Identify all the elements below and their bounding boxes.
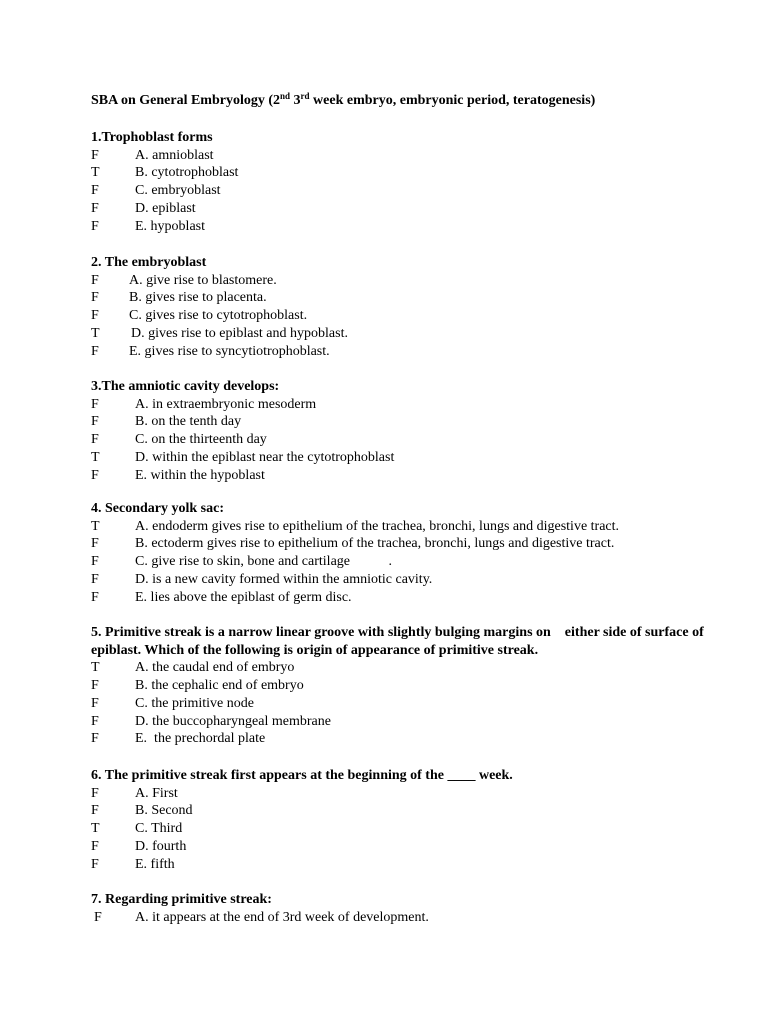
answer-mark: F [91, 396, 99, 412]
question-6 [91, 767, 708, 874]
answer-mark: F [91, 343, 99, 359]
question-3 [91, 378, 708, 485]
answer-mark: F [91, 432, 99, 448]
option-row [91, 571, 708, 589]
answer-mark: F [91, 308, 99, 324]
option-text: D. gives rise to epiblast and hypoblast. [131, 325, 348, 341]
option-row [91, 467, 708, 485]
option-text: E. hypoblast [135, 218, 205, 234]
option-row [91, 820, 708, 838]
answer-mark: F [91, 272, 99, 288]
option-text: A. First [135, 785, 178, 801]
option-row [91, 535, 708, 553]
answer-mark: F [91, 290, 99, 306]
option-text: A. give rise to blastomere. [129, 272, 277, 288]
option-row [91, 289, 708, 307]
question-4 [91, 500, 708, 607]
option-text: C. embryoblast [135, 183, 221, 199]
answer-mark: F [91, 695, 99, 711]
option-row [91, 200, 708, 218]
option-row [91, 909, 708, 927]
question-7 [91, 891, 708, 926]
option-text: E. lies above the epiblast of germ disc. [135, 589, 352, 605]
option-row [91, 589, 708, 607]
option-row [91, 325, 708, 343]
answer-mark: T [91, 660, 100, 676]
option-text: A. amnioblast [135, 147, 214, 163]
option-text: E. fifth [135, 856, 175, 872]
option-row [91, 695, 708, 713]
option-text: B. gives rise to placenta. [129, 290, 267, 306]
question-title: 3.The amniotic cavity develops: [91, 379, 280, 394]
option-row [91, 856, 708, 874]
answer-mark: T [91, 325, 100, 341]
answer-mark: F [91, 803, 99, 819]
question-title: 2. The embryoblast [91, 255, 207, 270]
option-text: A. it appears at the end of 3rd week of development. [135, 909, 429, 925]
option-row [91, 218, 708, 236]
answer-mark: F [91, 414, 99, 430]
answer-mark: F [94, 909, 102, 925]
option-row [91, 802, 708, 820]
answer-mark: F [91, 856, 99, 872]
option-row [91, 785, 708, 803]
option-text: B. Second [135, 803, 193, 819]
question-title: 4. Secondary yolk sac: [91, 501, 224, 516]
answer-mark: F [91, 183, 99, 199]
option-row [91, 343, 708, 361]
answer-mark: F [91, 785, 99, 801]
option-row [91, 182, 708, 200]
question-title: 6. The primitive streak first appears at the beginning of the ____ week. [91, 768, 513, 783]
option-text: B. ectoderm gives rise to epithelium of the trachea, bronchi, lungs and digestive tract. [135, 536, 615, 552]
answer-mark: F [91, 713, 99, 729]
option-text: E. within the hypoblast [135, 467, 265, 483]
document-title: SBA on General Embryology (2nd 3rd week embryo, embryonic period, teratogenesis) [91, 91, 596, 108]
option-text: A. the caudal end of embryo [135, 660, 295, 676]
question-5 [91, 624, 708, 748]
question-title: 5. Primitive streak is a narrow linear groove with slightly bulging margins on either side of surface of epiblast. Which of the following is origin of appearance of primitive streak. [91, 625, 708, 658]
answer-mark: F [91, 589, 99, 605]
answer-mark: F [91, 147, 99, 163]
option-text: E. gives rise to syncytiotrophoblast. [129, 343, 330, 359]
question-title: 1.Trophoblast forms [91, 130, 213, 145]
option-row [91, 713, 708, 731]
option-row [91, 677, 708, 695]
option-text: B. on the tenth day [135, 414, 242, 430]
answer-mark: T [91, 449, 100, 465]
answer-mark: F [91, 536, 99, 552]
answer-mark: F [91, 838, 99, 854]
option-text: A. endoderm gives rise to epithelium of the trachea, bronchi, lungs and digestive tract. [135, 518, 620, 534]
answer-mark: T [91, 165, 100, 181]
option-row [91, 838, 708, 856]
option-text: C. gives rise to cytotrophoblast. [129, 308, 308, 324]
option-row [91, 518, 708, 536]
option-text: C. give rise to skin, bone and cartilage . [135, 554, 392, 570]
answer-mark: F [91, 218, 99, 234]
question-title: 7. Regarding primitive streak: [91, 892, 272, 907]
option-row [91, 272, 708, 290]
option-row [91, 413, 708, 431]
option-row [91, 730, 708, 748]
answer-mark: F [91, 571, 99, 587]
option-row [91, 553, 708, 571]
option-row [91, 147, 708, 165]
option-text: C. on the thirteenth day [135, 432, 267, 448]
option-row [91, 431, 708, 449]
answer-mark: F [91, 200, 99, 216]
question-1 [91, 129, 708, 236]
option-text: E. the prechordal plate [135, 731, 266, 747]
option-text: B. the cephalic end of embryo [135, 677, 304, 693]
option-text: D. fourth [135, 838, 187, 854]
option-row [91, 307, 708, 325]
answer-mark: F [91, 677, 99, 693]
option-row [91, 449, 708, 467]
option-text: D. the buccopharyngeal membrane [135, 713, 331, 729]
option-text: D. is a new cavity formed within the amniotic cavity. [135, 571, 433, 587]
question-2 [91, 254, 708, 361]
option-text: C. the primitive node [135, 695, 254, 711]
answer-mark: T [91, 518, 100, 534]
answer-mark: T [91, 821, 100, 837]
option-text: A. in extraembryonic mesoderm [135, 396, 317, 412]
answer-mark: F [91, 731, 99, 747]
option-text: C. Third [135, 821, 183, 837]
option-text: D. epiblast [135, 200, 196, 216]
option-text: B. cytotrophoblast [135, 165, 239, 181]
option-row [91, 164, 708, 182]
option-row [91, 396, 708, 414]
answer-mark: F [91, 554, 99, 570]
option-row [91, 659, 708, 677]
option-text: D. within the epiblast near the cytotrophoblast [135, 449, 395, 465]
answer-mark: F [91, 467, 99, 483]
